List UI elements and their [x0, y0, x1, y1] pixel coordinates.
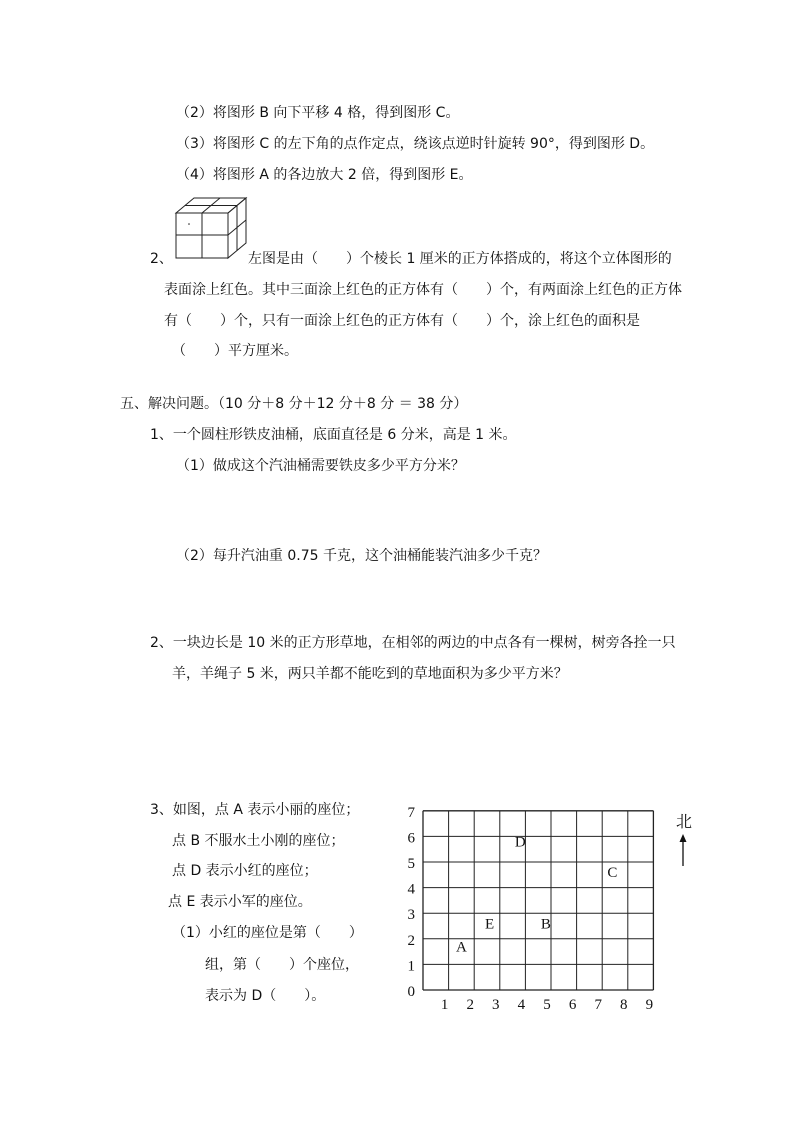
- x-tick-label: 6: [568, 997, 577, 1013]
- step-3-text: （3）将图形 C 的左下角的点作定点，绕该点逆时针旋转 90°，得到图形 D。: [176, 136, 655, 152]
- x-tick-label: 3: [492, 997, 500, 1013]
- y-tick-label: 6: [407, 830, 415, 847]
- problem-3-line-4: 点 E 表示小军的座位。: [168, 894, 312, 910]
- y-tick-label: 2: [407, 932, 415, 949]
- x-tick-label: 4: [517, 997, 526, 1013]
- problem-2-line-1: 2、一块边长是 10 米的正方形草地，在相邻的两边的中点各有一棵树，树旁各拴一只: [150, 635, 676, 651]
- cube-figure: [174, 196, 248, 262]
- problem-1-part-1: （1）做成这个汽油桶需要铁皮多少平方分米？: [176, 458, 465, 474]
- problem-1-part-2: （2）每升汽油重 0.75 千克，这个油桶能装汽油多少千克？: [176, 548, 547, 564]
- y-tick-label: 0: [407, 984, 415, 1000]
- step-2-text: （2）将图形 B 向下平移 4 格，得到图形 C。: [176, 105, 460, 121]
- problem-1-text: 1、一个圆柱形铁皮油桶，底面直径是 6 分米，高是 1 米。: [150, 427, 517, 443]
- x-tick-label: 5: [543, 997, 551, 1013]
- point-label-d: D: [514, 834, 526, 851]
- x-tick-label: 8: [620, 997, 628, 1013]
- y-tick-label: 5: [407, 856, 415, 872]
- problem-2-line-2: 羊，羊绳子 5 米，两只羊都不能吃到的草地面积为多少平方米？: [172, 666, 568, 682]
- y-tick-label: 7: [407, 804, 415, 821]
- step-4-text: （4）将图形 A 的各边放大 2 倍，得到图形 E。: [176, 167, 473, 183]
- x-tick-label: 1: [440, 997, 449, 1013]
- problem-3-line-1: 3、如图，点 A 表示小丽的座位；: [150, 802, 360, 818]
- problem-3-line-3: 点 D 表示小红的座位；: [172, 863, 318, 879]
- question-2-line-4: （ ）平方厘米。: [172, 343, 298, 359]
- question-2-number: 2、: [150, 251, 173, 267]
- problem-3-line-2: 点 B 不服水土小刚的座位；: [172, 833, 345, 849]
- x-tick-label: 2: [466, 997, 474, 1013]
- point-label-b: B: [540, 916, 551, 933]
- seat-grid-chart: [395, 800, 715, 1022]
- question-2-line-1: 左图是由（ ）个棱长 1 厘米的正方体搭成的，将这个立体图形的: [248, 251, 672, 267]
- y-tick-label: 1: [407, 958, 415, 975]
- problem-3-sub-3: 表示为 D（ ）。: [205, 988, 326, 1004]
- problem-3-sub-1: （1）小红的座位是第（ ）: [172, 925, 363, 941]
- section-5-heading: 五、解决问题。（10 分＋8 分＋12 分＋8 分 ＝ 38 分）: [120, 396, 468, 412]
- y-tick-label: 4: [407, 881, 415, 898]
- x-tick-label: 9: [645, 997, 654, 1013]
- point-label-a: A: [455, 939, 467, 956]
- y-tick-label: 3: [407, 907, 415, 924]
- point-label-c: C: [607, 865, 618, 882]
- question-2-line-2: 表面涂上红色。其中三面涂上红色的正方体有（ ）个，有两面涂上红色的正方体: [164, 282, 682, 298]
- x-tick-label: 7: [594, 997, 602, 1013]
- question-2-line-3: 有（ ）个，只有一面涂上红色的正方体有（ ）个，涂上红色的面积是: [164, 313, 640, 329]
- north-label: 北: [675, 814, 693, 831]
- problem-3-sub-2: 组，第（ ）个座位，: [205, 957, 359, 973]
- point-label-e: E: [484, 916, 495, 933]
- north-arrow-head-icon: [680, 834, 687, 842]
